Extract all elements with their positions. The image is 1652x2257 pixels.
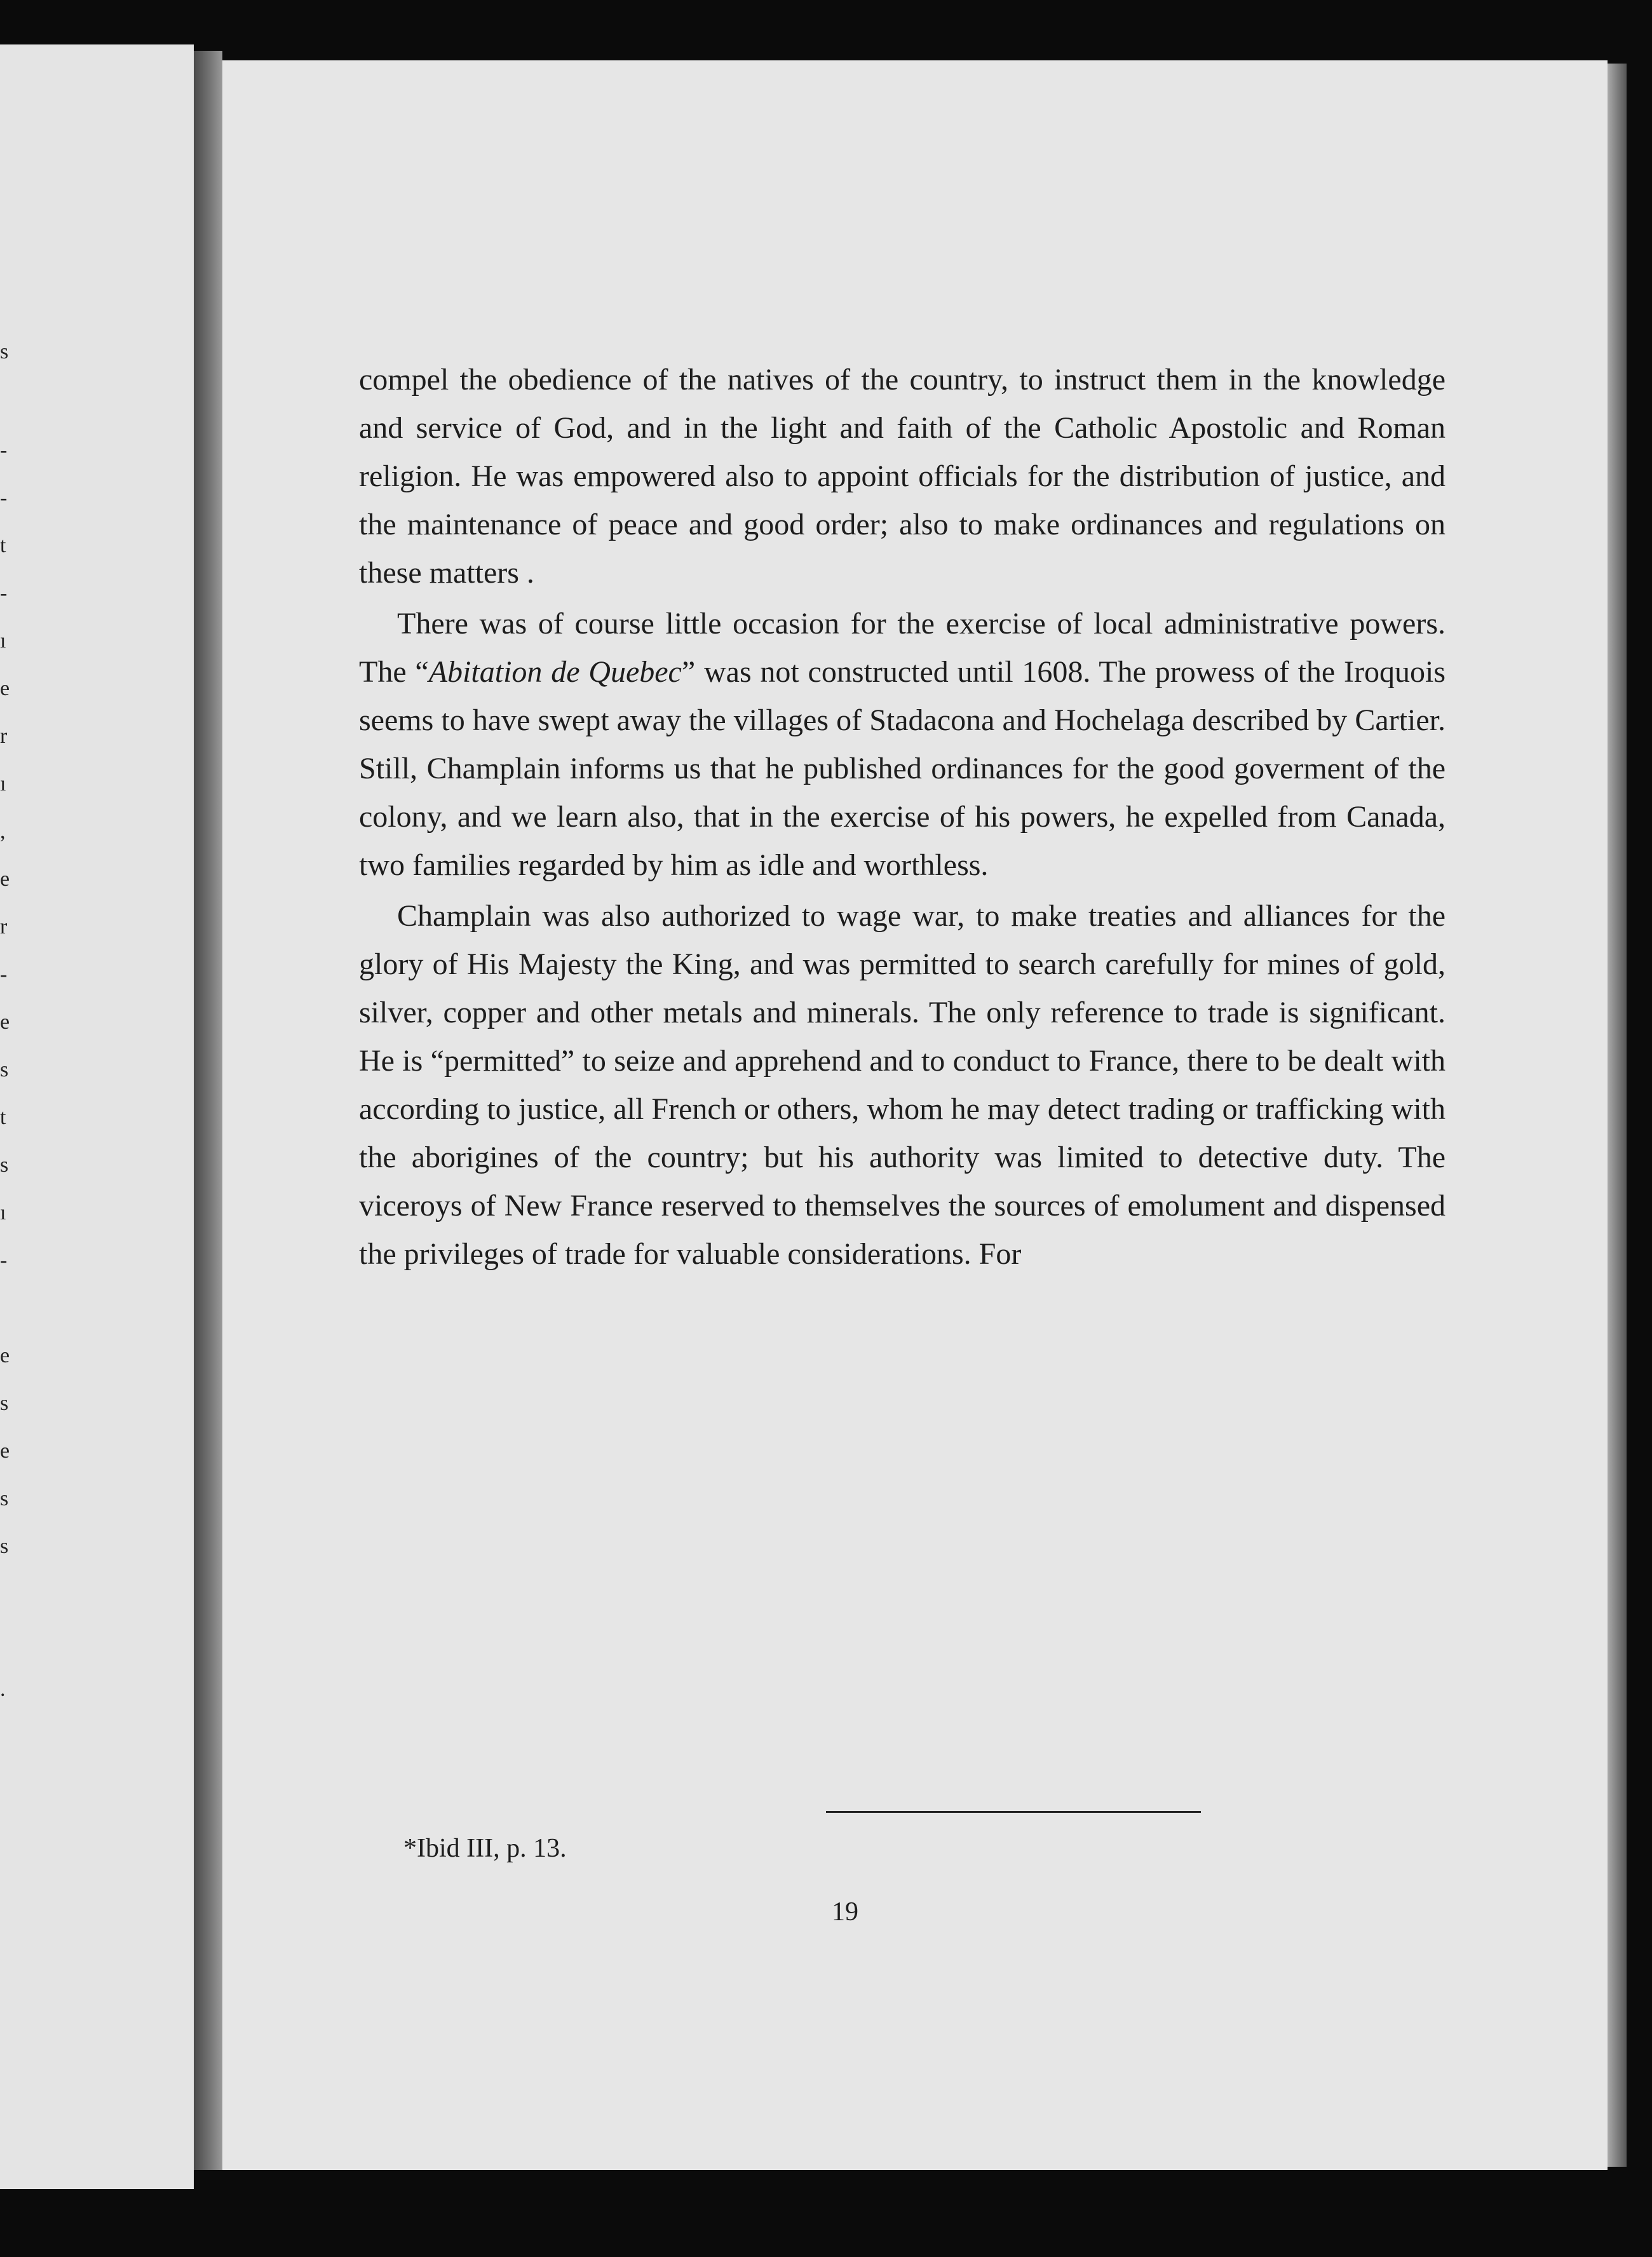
italic-title: Abitation de Quebec (428, 655, 682, 689)
page-edge (1608, 64, 1627, 2167)
paragraph-text: There was of course little occasion for the exercise of local administrative powers. The “ (359, 607, 1446, 689)
paragraph (359, 600, 1446, 890)
left-page-fragment: s (0, 1392, 9, 1415)
footnote-rule (826, 1811, 1201, 1813)
left-page-fragment: - (0, 486, 8, 510)
left-page-fragment: s (0, 1487, 9, 1510)
left-page-fragment: - (0, 438, 8, 462)
paragraph-text: ” was not constructed until 1608. The prowess of the Iroquois seems to have swept away the villages of Stadacona and Hochelaga described by Cartier. Still, Champlain informs us that he published ordinances for the good goverment of the colony, and we learn also, that in the exercise of his powers, he expelled from Canada, two families regarded by him as idle and worthless. (359, 655, 1446, 882)
left-page-fragment: s (0, 340, 9, 363)
left-page-fragment: - (0, 1249, 8, 1272)
left-page-fragment: r (0, 724, 8, 748)
left-page-fragment: ı (0, 772, 6, 796)
left-page-fragment: e (0, 1344, 10, 1367)
body-text (359, 356, 1446, 1278)
left-page-fragment: e (0, 867, 10, 891)
book-page (222, 60, 1608, 2170)
left-page-fragment: - (0, 963, 8, 986)
book-gutter (194, 51, 222, 2170)
paragraph: Champlain was also authorized to wage war, to make treaties and alliances for the glory of His Majesty the King, and was permitted to search carefully for mines of gold, silver, copper and other metals and minerals. The only reference to trade is significant. He is “permitted” to seize and apprehend and to conduct to France, there to be dealt with according to justice, all French or others, whom he may detect trading or trafficking with the aborigines of the country; but his authority was limited to detective duty. The viceroys of New France reserved to themselves the sources of emolument and dispensed the privileges of trade for valuable considerations. For (359, 899, 1446, 1271)
footnote: *Ibid III, p. 13. (403, 1834, 567, 1863)
left-page-fragment: e (0, 677, 10, 700)
left-page-fragment: , (0, 820, 6, 843)
left-page-fragment: - (0, 581, 8, 605)
left-page-fragment: s (0, 1153, 9, 1177)
left-page-fragment: s (0, 1058, 9, 1081)
page-number: 19 (832, 1897, 858, 1927)
left-page-fragment: e (0, 1010, 10, 1034)
left-page-fragment: ı (0, 629, 6, 653)
left-page-fragment: e (0, 1439, 10, 1463)
left-page-fragment: ı (0, 1201, 6, 1224)
left-page-fragment: t (0, 534, 6, 557)
left-page-fragment: t (0, 1106, 6, 1129)
left-page-fragment: r (0, 915, 8, 939)
left-page-fragment: s (0, 1535, 9, 1558)
left-page-fragment: . (0, 1678, 6, 1701)
left-page-edge (0, 44, 194, 2189)
paragraph: compel the obedience of the natives of the country, to instruct them in the knowledge and service of God, and in the light and faith of the Catholic Apostolic and Roman religion. He was empowered also to appoint officials for the distribution of justice, and the maintenance of peace and good order; also to make ordinances and regulations on these matters . (359, 363, 1446, 590)
